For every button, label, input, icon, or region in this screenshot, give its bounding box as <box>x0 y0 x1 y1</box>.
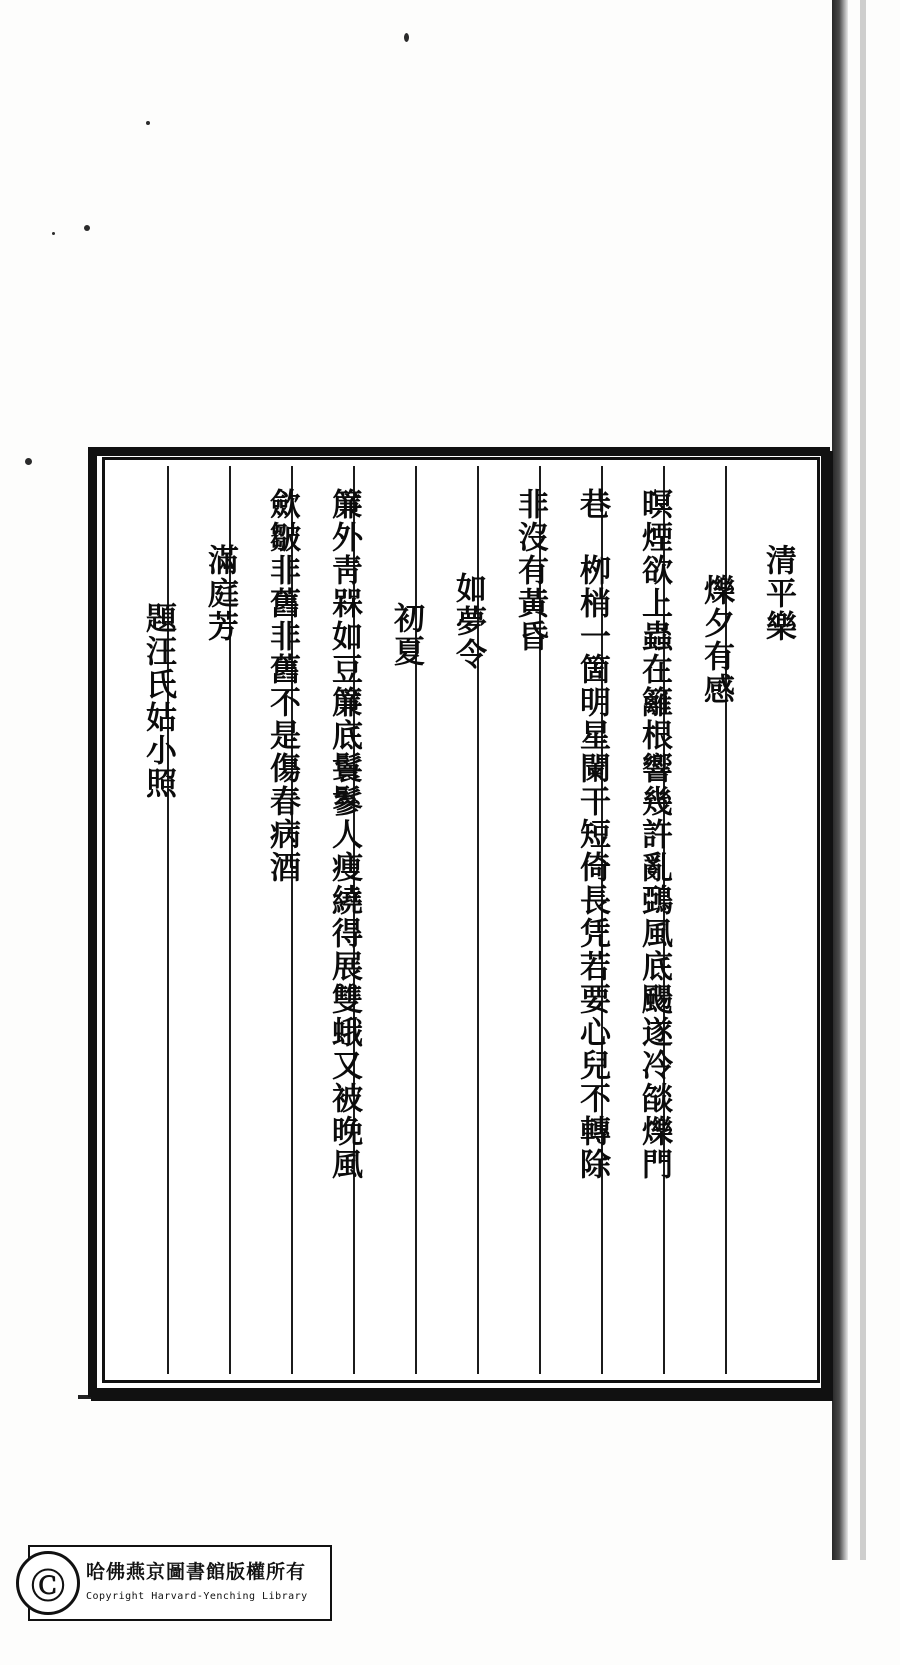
binding-edge <box>832 0 848 1560</box>
stamp-english-text: Copyright Harvard-Yenching Library <box>86 1591 308 1602</box>
stamp-chinese-text: 哈佛燕京圖書館版權所有 <box>86 1561 307 1583</box>
text-column-10: 滿庭芳 <box>202 544 238 643</box>
text-column-8: 簾外靑槑如豆簾底鬟鬖人痩繞得展雙蛾又被晚風 <box>326 488 362 1181</box>
text-column-11: 題汪氏姑小照 <box>140 602 176 800</box>
text-column-3: 暝煙欲上蟲在籬根響幾許亂鵶風底颺遂冷燄爍門 <box>636 488 672 1181</box>
text-column-2: 爍夕有感 <box>698 574 734 706</box>
text-column-1: 清平樂 <box>760 544 796 643</box>
vertical-text-columns <box>125 474 801 1362</box>
text-column-6: 如夢令 <box>450 572 486 671</box>
text-block-frame <box>88 447 830 1397</box>
scan-speck <box>25 458 32 465</box>
library-copyright-stamp <box>28 1545 332 1621</box>
text-column-7: 初夏 <box>388 602 424 668</box>
binding-edge-shadow <box>860 0 866 1560</box>
scan-speck <box>52 232 55 235</box>
text-column-4: 巷 栁梢一箇明星闌干短倚長凭若要心兒不轉除 <box>574 488 610 1181</box>
text-column-5: 非沒有黃昏 <box>512 488 548 653</box>
scan-speck <box>404 33 409 42</box>
text-column-9: 歛皺非舊非舊不是傷春病酒 <box>264 488 300 884</box>
scan-speck <box>146 121 150 125</box>
frame-inner-border <box>102 457 820 1383</box>
scan-speck <box>84 225 90 231</box>
copyright-circle-icon: Ⓒ <box>16 1551 80 1615</box>
